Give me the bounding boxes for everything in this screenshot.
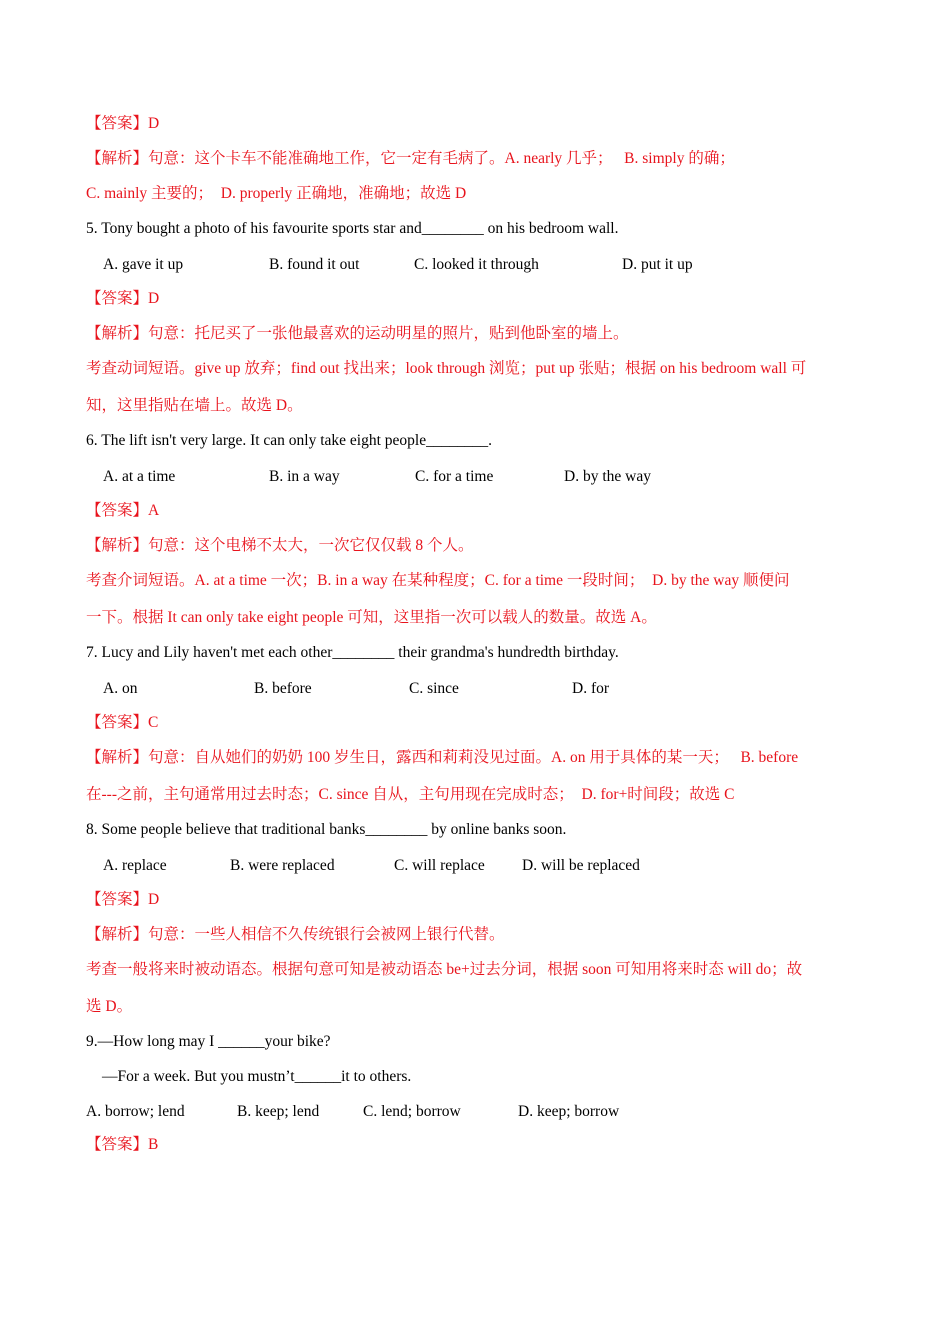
answer-option: C. looked it through [414,256,539,273]
answer-explanation-line: 【解析】句意：这个卡车不能准确地工作，它一定有毛病了。A. nearly 几乎； B. simply 的确； [86,150,735,167]
answer-explanation-line: 【解析】句意：一些人相信不久传统银行会被网上银行代替。 [86,926,505,943]
answer-option: A. gave it up [103,256,184,273]
answer-explanation-line: 【答案】D [86,290,160,307]
question-line: 9.—How long may I ______your bike? [86,1033,331,1050]
answer-option: D. put it up [622,256,693,273]
answer-explanation-line: 在---之前，主句通常用过去时态；C. since 自从，主句用现在完成时态； D. for+时间段；故选 C [86,786,735,803]
answer-option: D. by the way [564,468,651,485]
answer-explanation-line: 【答案】A [86,502,160,519]
question-line: 5. Tony bought a photo of his favourite sports star and________ on his bedroom wall. [86,220,619,237]
answer-option: B. found it out [269,256,360,273]
answer-option: A. replace [103,857,167,874]
answer-option: D. keep; borrow [518,1103,620,1120]
answer-option: C. will replace [394,857,485,874]
answer-explanation-line: 知，这里指贴在墙上。故选 D。 [86,397,303,414]
answer-option: B. were replaced [230,857,335,874]
answer-option: D. for [572,680,610,697]
answer-explanation-line: 【解析】句意：托尼买了一张他最喜欢的运动明星的照片，贴到他卧室的墙上。 [86,325,629,342]
answer-explanation-line: 考查动词短语。give up 放弃；find out 找出来；look through 浏览；put up 张贴；根据 on his bedroom wall 可 [86,360,807,377]
answer-explanation-line: 【解析】句意：这个电梯不太大，一次它仅仅载 8 个人。 [86,537,474,554]
answer-option: D. will be replaced [522,857,640,874]
answer-explanation-line: 【答案】C [86,714,159,731]
answer-explanation-line: 【解析】句意：自从她们的奶奶 100 岁生日，露西和莉莉没见过面。A. on 用于具体的某一天； B. before [86,749,799,766]
answer-option: A. borrow; lend [86,1103,185,1120]
answer-explanation-line: 选 D。 [86,998,133,1015]
answer-explanation-line: 一下。根据 It can only take eight people 可知，这里指一次可以载人的数量。故选 A。 [86,609,657,626]
answer-option: B. keep; lend [237,1103,320,1120]
answer-explanation-line: 考查介词短语。A. at a time 一次；B. in a way 在某种程度；C. for a time 一段时间； D. by the way 顺便问 [86,572,790,589]
question-line: 6. The lift isn't very large. It can only take eight people________. [86,432,492,449]
answer-explanation-line: 【答案】B [86,1136,159,1153]
answer-option: B. in a way [269,468,340,485]
answer-option: A. on [103,680,138,697]
answer-explanation-line: 考查一般将来时被动语态。根据句意可知是被动语态 be+过去分词，根据 soon 可知用将来时态 will do；故 [86,961,803,978]
answer-option: B. before [254,680,312,697]
answer-option: C. lend; borrow [363,1103,461,1120]
question-line: 7. Lucy and Lily haven't met each other________ their grandma's hundredth birthday. [86,644,619,661]
answer-explanation-line: 【答案】D [86,115,160,132]
answer-explanation-line: 【答案】D [86,891,160,908]
answer-option: C. for a time [415,468,494,485]
question-line: 8. Some people believe that traditional banks________ by online banks soon. [86,821,567,838]
answer-option: C. since [409,680,459,697]
answer-option: A. at a time [103,468,176,485]
question-line: —For a week. But you mustn’t______it to others. [102,1068,412,1085]
answer-explanation-line: C. mainly 主要的； D. properly 正确地，准确地；故选 D [86,185,467,202]
